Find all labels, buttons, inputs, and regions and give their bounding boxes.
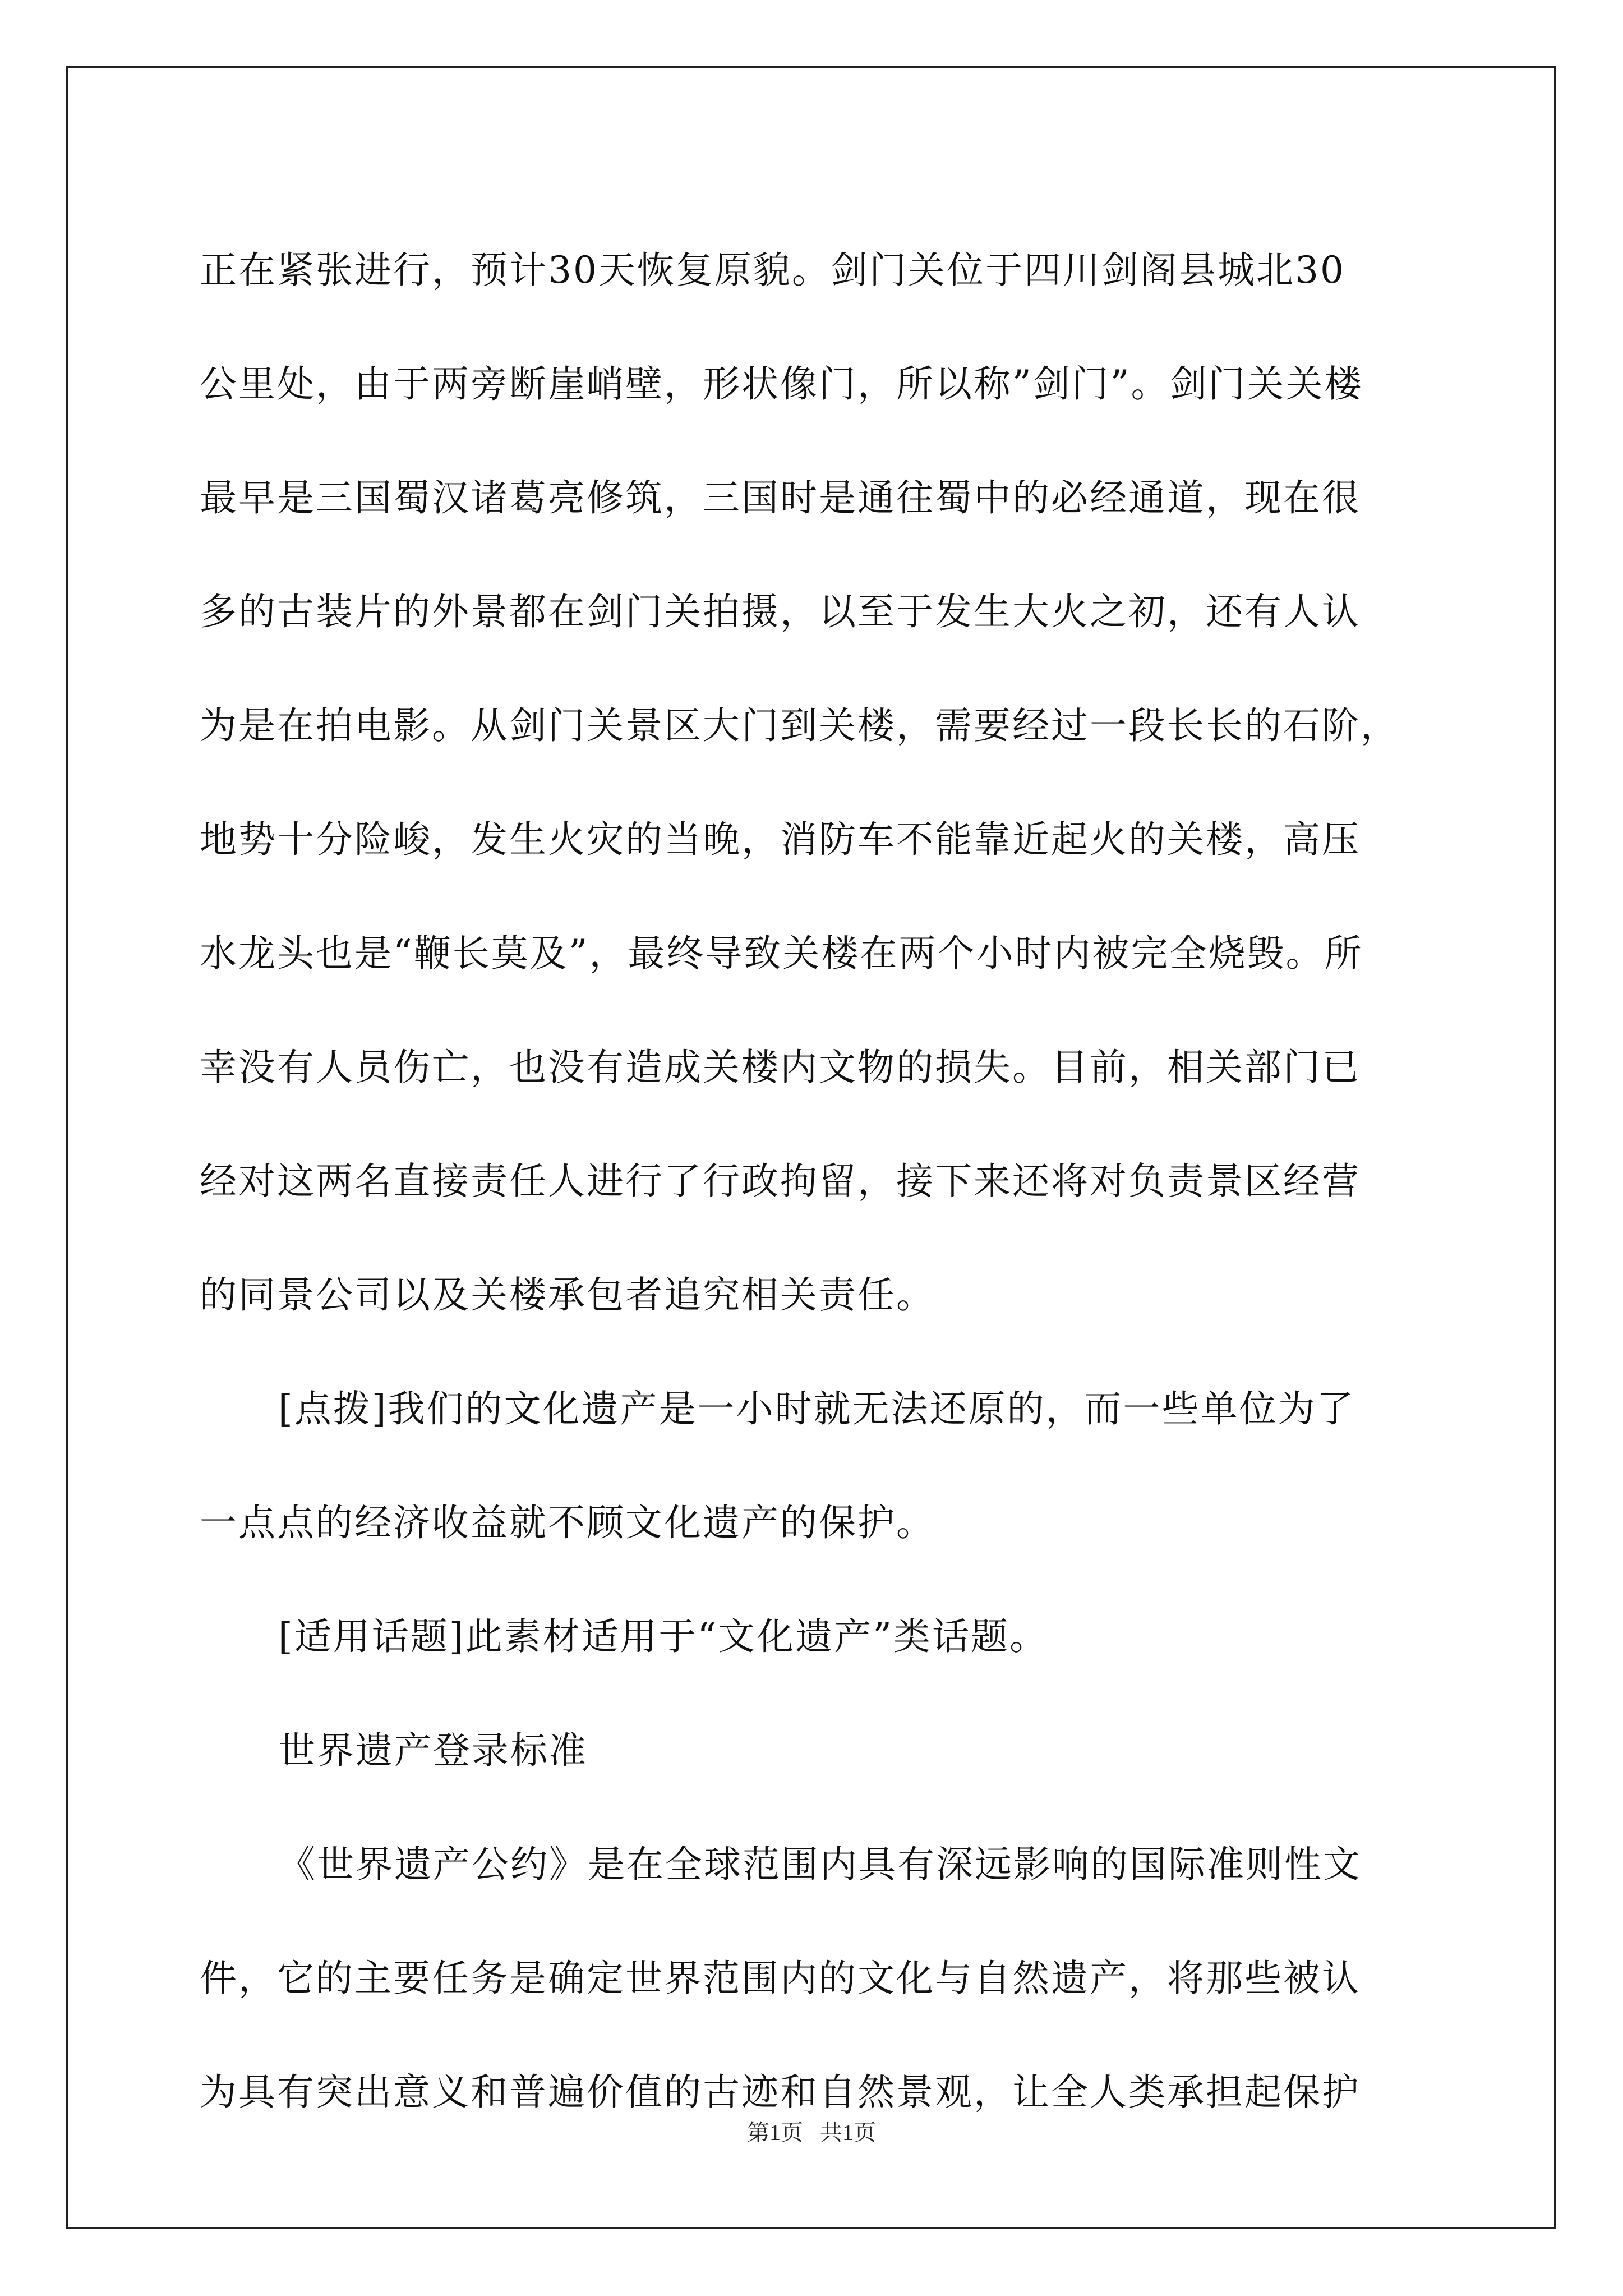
text-line: 地势十分险峻，发生火灾的当晚，消防车不能靠近起火的关楼，高压 (200, 818, 1361, 861)
text-line: 件，它的主要任务是确定世界范围内的文化与自然遗产，将那些被认 (200, 1957, 1361, 2000)
text-line: 正在紧张进行，预计30天恢复原貌。剑门关位于四川剑阁县城北30 (200, 249, 1345, 292)
paragraph-first-line: [点拨]我们的文化遗产是一小时就无法还原的，而一些单位为了 (278, 1387, 1355, 1430)
text-line: 为具有突出意义和普遍价值的古迹和自然景观，让全人类承担起保护 (200, 2070, 1361, 2114)
section-heading: 世界遗产登录标准 (278, 1729, 588, 1772)
text-line: 最早是三国蜀汉诸葛亮修筑，三国时是通往蜀中的必经通道，现在很 (200, 476, 1361, 519)
text-line: 幸没有人员伤亡，也没有造成关楼内文物的损失。目前，相关部门已 (200, 1046, 1361, 1089)
paragraph-first-line: 《世界遗产公约》是在全球范围内具有深远影响的国际准则性文 (278, 1843, 1362, 1886)
paragraph-first-line: [适用话题]此素材适用于“文化遗产”类话题。 (278, 1615, 1048, 1658)
text-line: 经对这两名直接责任人进行了行政拘留，接下来还将对负责景区经营 (200, 1159, 1361, 1203)
text-line: 为是在拍电影。从剑门关景区大门到关楼，需要经过一段长长的石阶， (200, 704, 1399, 747)
text-line: 公里处，由于两旁断崖峭壁，形状像门，所以称”剑门”。剑门关关楼 (200, 362, 1363, 406)
text-line: 的同景公司以及关楼承包者追究相关责任。 (200, 1273, 935, 1317)
document-body (200, 213, 1439, 2149)
text-line: 一点点的经济收益就不顾文化遗产的保护。 (200, 1501, 935, 1544)
text-line: 多的古装片的外景都在剑门关拍摄，以至于发生大火之初，还有人认 (200, 590, 1361, 633)
text-line: 水龙头也是“鞭长莫及”，最终导致关楼在两个小时内被完全烧毁。所 (200, 932, 1363, 975)
page-number-footer: 第1页 共1页 (747, 2120, 876, 2145)
